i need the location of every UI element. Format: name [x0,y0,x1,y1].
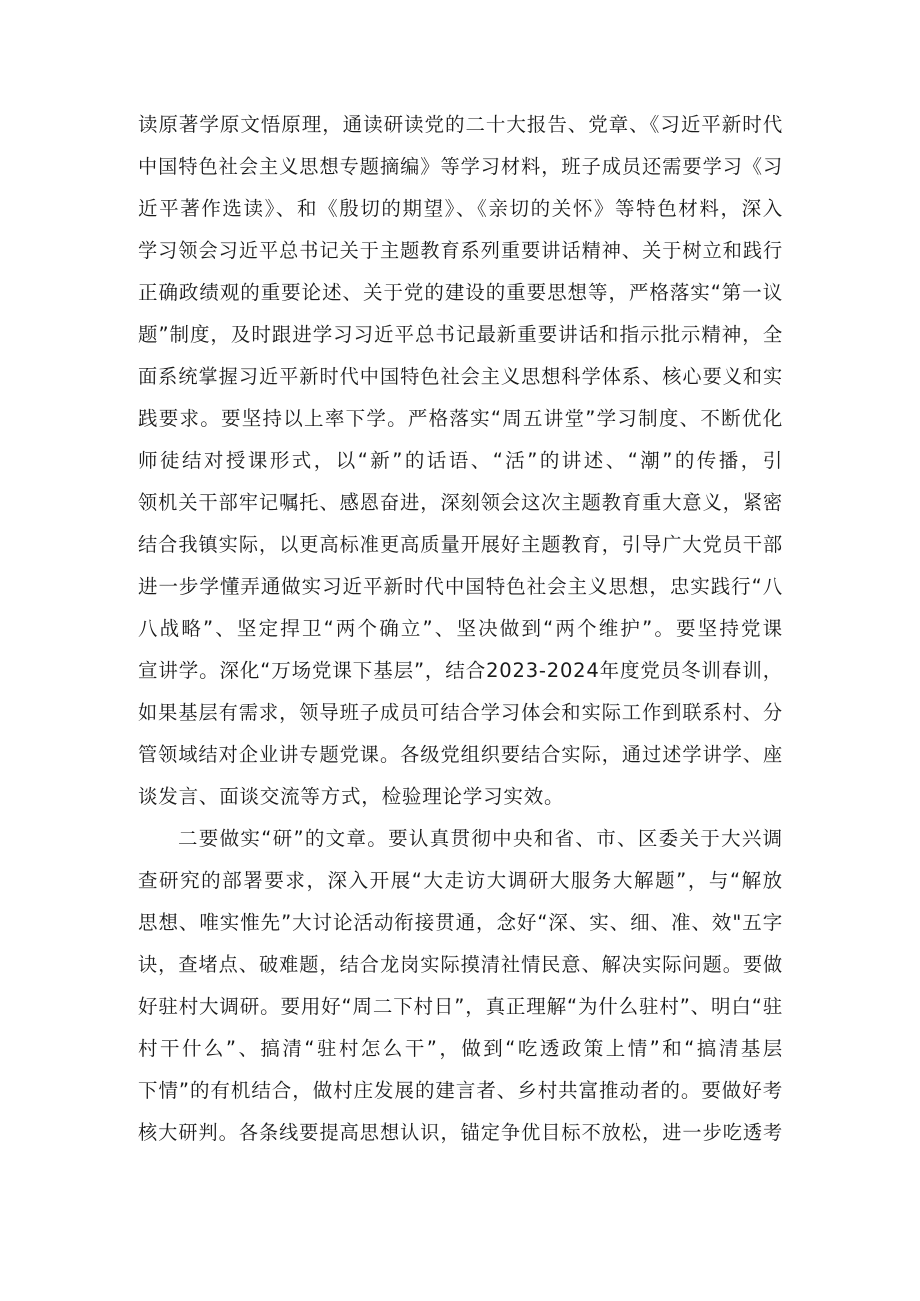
paragraph-1-line-2: 中国特色社会主义思想专题摘编》等学习材料，班子成员还需要学习《习 [138,155,783,178]
paragraph-1-line-11: 结合我镇实际，以更高标准更高质量开展好主题教育，引导广大党员干部 [138,533,783,556]
paragraph-1-line-4: 学习领会习近平总书记关于主题教育系列重要讲话精神、关于树立和践行 [138,239,783,262]
paragraph-1-line-8: 践要求。要坚持以上率下学。严格落实“周五讲堂”学习制度、不断优化 [138,407,783,430]
paragraph-2-line-6: 村干什么”、搞清“驻村怎么干”，做到“吃透政策上情”和“搞清基层 [138,1037,783,1060]
paragraph-1-line-10: 领机关干部牢记嘱托、感恩奋进，深刻领会这次主题教育重大意义，紧密 [138,491,783,514]
paragraph-1-line-9: 师徒结对授课形式，以“新”的话语、“活”的讲述、“潮”的传播，引 [138,449,783,472]
paragraph-1-line-17: 谈发言、面谈交流等方式，检验理论学习实效。 [138,785,565,808]
paragraph-2-line-2: 查研究的部署要求，深入开展“大走访大调研大服务大解题”，与“解放 [138,869,783,892]
paragraph-1-line-13: 八战略”、坚定捍卫“两个确立”、坚决做到“两个维护”。要坚持党课 [138,617,783,640]
paragraph-1-line-7: 面系统掌握习近平新时代中国特色社会主义思想科学体系、核心要义和实 [138,365,783,388]
paragraph-1-line-16: 管领域结对企业讲专题党课。各级党组织要结合实际，通过述学讲学、座 [138,743,783,766]
paragraph-1-line-6: 题”制度，及时跟进学习习近平总书记最新重要讲话和指示批示精神，全 [138,323,783,346]
paragraph-1-line-15: 如果基层有需求，领导班子成员可结合学习体会和实际工作到联系村、分 [138,701,783,724]
paragraph-2-line-8: 核大研判。各条线要提高思想认识，锚定争优目标不放松，进一步吃透考 [138,1121,783,1144]
paragraph-2-line-7: 下情”的有机结合，做村庄发展的建言者、乡村共富推动者的。要做好考 [138,1079,783,1102]
paragraph-2-line-5: 好驻村大调研。要用好“周二下村日”，真正理解“为什么驻村”、明白“驻 [138,995,783,1018]
paragraph-1-line-3: 近平著作选读》、和《殷切的期望》、《亲切的关怀》等特色材料，深入 [138,197,783,220]
paragraph-2-line-4: 诀，查堵点、破难题，结合龙岗实际摸清社情民意、解决实际问题。要做 [138,953,783,976]
paragraph-2-line-3: 思想、唯实惟先”大讨论活动衔接贯通，念好“深、实、细、准、效"五字 [138,911,783,934]
paragraph-2-line-1: 二要做实“研”的文章。要认真贯彻中央和省、市、区委关于大兴调 [178,827,783,850]
paragraph-1-line-12: 进一步学懂弄通做实习近平新时代中国特色社会主义思想，忠实践行“八 [138,575,783,598]
paragraph-1-line-5: 正确政绩观的重要论述、关于党的建设的重要思想等，严格落实“第一议 [138,281,783,304]
paragraph-1-line-14: 宣讲学。深化“万场党课下基层”，结合2023-2024年度党员冬训春训， [138,659,783,682]
paragraph-1-line-1: 读原著学原文悟原理，通读研读党的二十大报告、党章、《习近平新时代 [138,113,783,136]
